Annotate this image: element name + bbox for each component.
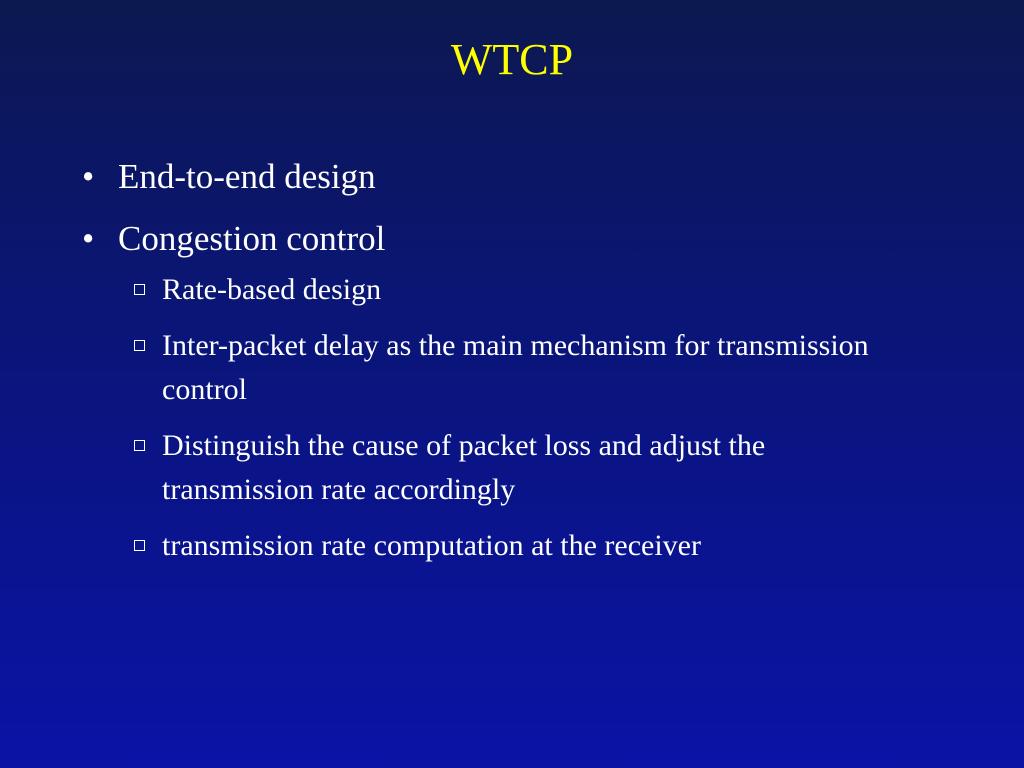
bullet-dot-icon: • (82, 157, 95, 196)
bullet-dot-icon: • (82, 219, 95, 258)
slide-title: WTCP (450, 35, 574, 84)
sub-bullet-text: Distinguish the cause of packet loss and adjust the transmission rate accordingly (162, 429, 766, 506)
bullet-congestion-control (82, 218, 922, 260)
sub-bullet-inter-packet-delay (132, 324, 904, 412)
sub-bullet-rate-computation-receiver (132, 524, 904, 568)
sub-bullet-text: Rate-based design (162, 273, 382, 306)
sub-bullet-rate-based-design (132, 268, 904, 312)
sub-bullet-text: transmission rate computation at the receiver (162, 529, 701, 562)
bullet-end-to-end-design (82, 156, 922, 198)
sub-bullet-text: Inter-packet delay as the main mechanism for transmission control (162, 329, 869, 406)
hollow-square-bullet-icon (134, 440, 145, 451)
hollow-square-bullet-icon (134, 340, 145, 351)
bullet-text: End-to-end design (118, 157, 376, 196)
hollow-square-bullet-icon (134, 284, 145, 295)
slide-content (82, 156, 922, 580)
bullet-text: Congestion control (118, 219, 386, 258)
sub-bullet-list (82, 268, 922, 568)
hollow-square-bullet-icon (134, 540, 145, 551)
sub-bullet-distinguish-packet-loss (132, 424, 904, 512)
